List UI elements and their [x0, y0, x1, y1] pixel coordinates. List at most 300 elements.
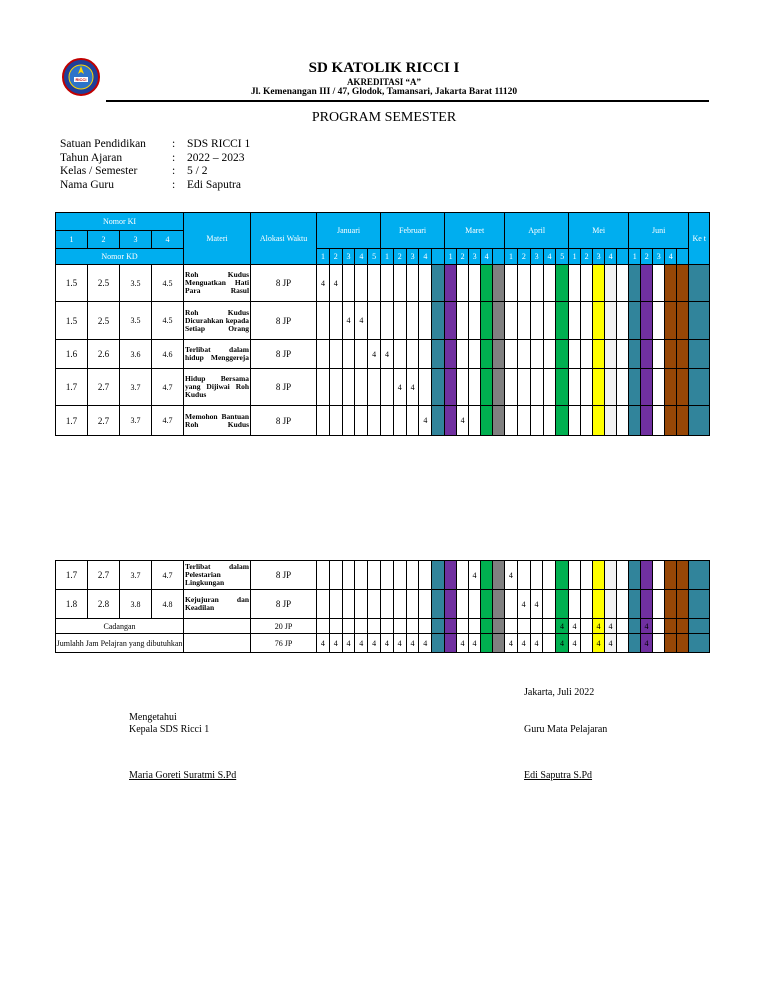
week-cell: 4 [342, 302, 355, 340]
week-number: 5 [556, 249, 569, 265]
week-cell [432, 619, 445, 634]
week-cell [543, 590, 556, 619]
week-cell [530, 340, 543, 369]
table-row [56, 265, 710, 302]
week-cell [677, 369, 689, 406]
week-cell [652, 619, 664, 634]
week-cell [543, 340, 556, 369]
kd-cell: 2.5 [88, 302, 120, 340]
week-cell [652, 590, 664, 619]
week-cell [393, 265, 406, 302]
week-cell [568, 590, 580, 619]
week-cell [393, 406, 406, 436]
week-cell: 4 [556, 619, 569, 634]
week-cell [368, 265, 381, 302]
week-cell [493, 406, 505, 436]
week-cell [342, 265, 355, 302]
materi-header: Materi [184, 213, 251, 265]
week-cell [676, 634, 688, 653]
info-sep: : [172, 138, 176, 150]
week-cell: 4 [393, 634, 406, 653]
week-cell [664, 561, 676, 590]
week-number: 1 [445, 249, 457, 265]
week-cell [653, 340, 665, 369]
info-label: Kelas / Semester [60, 165, 138, 177]
week-cell [406, 265, 419, 302]
week-cell [530, 369, 543, 406]
week-cell: 4 [342, 634, 355, 653]
guru-title: Guru Mata Pelajaran [524, 724, 608, 735]
week-cell [641, 406, 653, 436]
week-cell [317, 302, 330, 340]
week-cell [592, 590, 604, 619]
week-cell [469, 369, 481, 406]
week-cell: 4 [640, 619, 652, 634]
week-cell [317, 561, 330, 590]
month-header: Mei [569, 213, 629, 249]
kd-cell: 1.7 [56, 369, 88, 406]
week-cell: 4 [380, 634, 393, 653]
week-cell [419, 265, 432, 302]
week-number: 3 [530, 249, 543, 265]
empty-cell [184, 634, 251, 653]
week-cell [616, 590, 628, 619]
week-cell [468, 619, 480, 634]
school-address: Jl. Kemenangan III / 47, Glodok, Tamansari, Jakarta Barat 11120 [250, 87, 518, 97]
week-cell [393, 340, 406, 369]
week-cell [665, 340, 677, 369]
week-cell [445, 369, 457, 406]
ki-number: 1 [56, 231, 88, 249]
week-cell [556, 369, 569, 406]
info-value: SDS RICCI 1 [187, 138, 251, 150]
week-cell [530, 406, 543, 436]
week-cell [481, 406, 493, 436]
week-cell [380, 561, 393, 590]
kd-cell: 1.7 [56, 406, 88, 436]
guru-name: Edi Saputra S.Pd [524, 770, 593, 781]
week-number: 3 [406, 249, 419, 265]
week-cell [381, 302, 394, 340]
week-cell [641, 369, 653, 406]
week-cell [492, 590, 504, 619]
kd-cell: 2.6 [88, 340, 120, 369]
week-cell [628, 634, 640, 653]
week-cell: 4 [456, 634, 468, 653]
svg-text:RICCI: RICCI [75, 77, 87, 82]
week-cell: 4 [504, 561, 517, 590]
week-cell: 4 [568, 619, 580, 634]
week-number: 2 [393, 249, 406, 265]
kd-cell: 2.8 [88, 590, 120, 619]
kd-cell: 1.8 [56, 590, 88, 619]
week-cell [543, 634, 556, 653]
week-cell [617, 340, 629, 369]
week-cell [616, 561, 628, 590]
week-cell [688, 619, 709, 634]
week-cell: 4 [556, 634, 569, 653]
week-cell [688, 590, 709, 619]
info-row [60, 138, 250, 152]
week-number [432, 249, 445, 265]
week-cell [641, 340, 653, 369]
info-sep: : [172, 151, 176, 164]
week-cell [580, 634, 592, 653]
week-cell: 4 [406, 634, 419, 653]
week-cell [605, 265, 617, 302]
week-cell [653, 369, 665, 406]
week-cell [517, 619, 530, 634]
week-cell: 4 [406, 369, 419, 406]
kd-cell: 3.7 [120, 406, 152, 436]
week-cell [569, 369, 581, 406]
kd-cell: 4.6 [152, 340, 184, 369]
week-cell [380, 590, 393, 619]
week-cell [406, 302, 419, 340]
week-number: 2 [517, 249, 530, 265]
table-row [56, 340, 710, 369]
week-cell [432, 634, 445, 653]
week-cell [406, 406, 419, 436]
week-cell [628, 561, 640, 590]
week-cell [677, 340, 689, 369]
week-cell [628, 619, 640, 634]
week-cell [580, 590, 592, 619]
week-cell [444, 634, 456, 653]
week-cell [569, 265, 581, 302]
table-row [56, 406, 710, 436]
week-cell [481, 369, 493, 406]
week-cell [568, 561, 580, 590]
week-cell [355, 590, 368, 619]
week-cell [432, 265, 445, 302]
kd-cell: 3.7 [120, 369, 152, 406]
week-number: 3 [469, 249, 481, 265]
week-cell [342, 369, 355, 406]
week-cell [665, 265, 677, 302]
week-cell [556, 590, 569, 619]
week-cell [419, 369, 432, 406]
info-block [60, 138, 250, 192]
ki-number: 3 [120, 231, 152, 249]
week-cell [504, 619, 517, 634]
kd-cell: 4.7 [152, 561, 184, 590]
alokasi-cell: 8 JP [251, 406, 317, 436]
week-cell [493, 265, 505, 302]
week-cell: 4 [419, 406, 432, 436]
week-cell [517, 302, 530, 340]
week-number: 4 [481, 249, 493, 265]
week-cell [617, 406, 629, 436]
month-header: Juni [629, 213, 689, 249]
week-cell: 4 [368, 634, 381, 653]
week-cell [444, 590, 456, 619]
week-cell [481, 265, 493, 302]
week-cell [445, 265, 457, 302]
materi-cell: Terlibat dalam Pelestarian Lingkungan [184, 561, 251, 590]
cadangan-row-label: Cadangan [56, 619, 184, 634]
week-cell [688, 561, 709, 590]
alokasi-cell: 8 JP [251, 561, 317, 590]
cadangan-row-alokasi: 20 JP [251, 619, 317, 634]
week-number: 2 [581, 249, 593, 265]
week-number: 4 [355, 249, 368, 265]
week-cell [492, 619, 504, 634]
week-cell [342, 619, 355, 634]
alokasi-cell: 8 JP [251, 590, 317, 619]
week-cell [665, 302, 677, 340]
week-cell [329, 590, 342, 619]
materi-cell: Hidup Bersama yang Dijiwai Roh Kudus [184, 369, 251, 406]
week-cell [617, 302, 629, 340]
week-cell [381, 369, 394, 406]
week-cell: 4 [604, 634, 616, 653]
week-cell [581, 340, 593, 369]
kd-cell: 4.7 [152, 369, 184, 406]
week-cell: 4 [640, 634, 652, 653]
kd-cell: 3.6 [120, 340, 152, 369]
week-cell [456, 561, 468, 590]
week-cell [593, 406, 605, 436]
week-cell [689, 265, 710, 302]
kd-cell: 1.5 [56, 302, 88, 340]
school-name: SD KATOLIK RICCI I [308, 60, 460, 76]
week-cell: 4 [368, 340, 381, 369]
week-cell [581, 406, 593, 436]
week-number: 1 [629, 249, 641, 265]
week-cell [406, 340, 419, 369]
week-cell: 4 [504, 634, 517, 653]
week-cell [432, 590, 445, 619]
page-title: PROGRAM SEMESTER [311, 110, 457, 125]
nomor-ki-header: Nomor KI [56, 213, 184, 231]
week-cell [342, 340, 355, 369]
week-cell [556, 561, 569, 590]
week-cell [456, 619, 468, 634]
week-cell [355, 619, 368, 634]
week-cell: 4 [530, 590, 543, 619]
week-cell: 4 [317, 634, 330, 653]
info-label: Satuan Pendidikan [60, 138, 146, 150]
week-cell [593, 265, 605, 302]
kepala-title: Kepala SDS Ricci 1 [129, 724, 210, 735]
week-cell [605, 406, 617, 436]
week-cell [342, 406, 355, 436]
week-cell [419, 590, 432, 619]
week-cell [664, 634, 676, 653]
week-cell [419, 619, 432, 634]
week-cell [505, 369, 518, 406]
week-cell [689, 302, 710, 340]
semester-table [55, 212, 710, 436]
week-cell [355, 265, 368, 302]
week-cell [432, 561, 445, 590]
week-cell [517, 340, 530, 369]
kd-cell: 3.7 [120, 561, 152, 590]
month-header: April [505, 213, 569, 249]
week-cell [543, 302, 556, 340]
kd-cell: 2.5 [88, 265, 120, 302]
week-cell [432, 406, 445, 436]
week-cell [616, 619, 628, 634]
month-header: Februari [381, 213, 445, 249]
info-value: Edi Saputra [187, 178, 241, 191]
week-cell [432, 369, 445, 406]
week-cell [581, 265, 593, 302]
week-cell [355, 369, 368, 406]
week-cell [556, 406, 569, 436]
info-row [60, 152, 250, 166]
week-cell: 4 [329, 265, 342, 302]
week-cell [469, 265, 481, 302]
week-cell [677, 406, 689, 436]
kd-cell: 3.5 [120, 302, 152, 340]
week-cell [380, 619, 393, 634]
week-cell [432, 340, 445, 369]
week-cell [504, 590, 517, 619]
week-cell [676, 619, 688, 634]
week-cell [677, 302, 689, 340]
week-cell: 4 [568, 634, 580, 653]
week-cell [368, 406, 381, 436]
week-cell [329, 619, 342, 634]
week-cell [342, 590, 355, 619]
week-cell [689, 340, 710, 369]
week-cell [505, 265, 518, 302]
week-cell [480, 619, 492, 634]
week-cell: 4 [317, 265, 330, 302]
week-cell [605, 340, 617, 369]
week-cell [505, 406, 518, 436]
week-cell [605, 369, 617, 406]
week-cell [580, 561, 592, 590]
table-row [56, 561, 710, 590]
week-cell [556, 302, 569, 340]
kd-cell: 3.8 [120, 590, 152, 619]
week-cell [393, 302, 406, 340]
week-cell [329, 302, 342, 340]
kd-cell: 1.7 [56, 561, 88, 590]
week-cell: 4 [419, 634, 432, 653]
week-cell [604, 590, 616, 619]
week-cell [342, 561, 355, 590]
week-cell [580, 619, 592, 634]
week-number: 3 [593, 249, 605, 265]
week-cell: 4 [517, 590, 530, 619]
week-cell [457, 369, 469, 406]
week-cell [517, 369, 530, 406]
week-cell [456, 590, 468, 619]
week-number: 1 [381, 249, 394, 265]
ket-header: Ke t [689, 213, 710, 265]
week-cell [492, 634, 504, 653]
table-row [56, 590, 710, 619]
week-cell [665, 406, 677, 436]
week-cell [368, 369, 381, 406]
week-cell [556, 265, 569, 302]
week-cell: 4 [329, 634, 342, 653]
week-cell [493, 369, 505, 406]
week-cell [445, 340, 457, 369]
week-cell [368, 302, 381, 340]
kd-cell: 3.5 [120, 265, 152, 302]
week-cell [664, 619, 676, 634]
week-cell [505, 302, 518, 340]
cadangan-row [56, 619, 710, 634]
week-cell [641, 302, 653, 340]
week-cell [530, 619, 543, 634]
week-number: 1 [317, 249, 330, 265]
materi-cell: Roh Kudus Dicurahkan kepada Setiap Orang [184, 302, 251, 340]
week-cell [480, 590, 492, 619]
kd-cell: 2.7 [88, 369, 120, 406]
week-number: 2 [457, 249, 469, 265]
week-cell [481, 340, 493, 369]
week-number: 4 [543, 249, 556, 265]
week-cell [640, 590, 652, 619]
week-cell [469, 302, 481, 340]
kd-cell: 4.5 [152, 302, 184, 340]
week-cell [355, 340, 368, 369]
week-cell [629, 340, 641, 369]
week-number [493, 249, 505, 265]
week-cell [665, 369, 677, 406]
week-cell [329, 561, 342, 590]
week-cell [641, 265, 653, 302]
week-cell [556, 340, 569, 369]
week-number: 3 [653, 249, 665, 265]
alokasi-cell: 8 JP [251, 302, 317, 340]
week-cell [617, 369, 629, 406]
kd-cell: 1.6 [56, 340, 88, 369]
week-cell [517, 561, 530, 590]
week-cell [530, 302, 543, 340]
month-header: Januari [317, 213, 381, 249]
week-cell [355, 561, 368, 590]
week-cell: 4 [355, 302, 368, 340]
week-number: 2 [329, 249, 342, 265]
month-header: Maret [445, 213, 505, 249]
week-cell: 4 [457, 406, 469, 436]
week-cell [689, 369, 710, 406]
week-cell [444, 561, 456, 590]
week-number: 4 [419, 249, 432, 265]
week-cell: 4 [530, 634, 543, 653]
ki-number: 4 [152, 231, 184, 249]
kd-cell: 4.7 [152, 406, 184, 436]
week-cell [569, 340, 581, 369]
week-cell [569, 302, 581, 340]
kd-cell: 4.8 [152, 590, 184, 619]
week-cell [505, 340, 518, 369]
week-cell [530, 561, 543, 590]
accreditation: AKREDITASI “A” [346, 77, 422, 87]
week-cell [629, 265, 641, 302]
week-cell [329, 340, 342, 369]
week-cell [543, 406, 556, 436]
week-cell [593, 340, 605, 369]
info-value: 5 / 2 [187, 165, 208, 177]
week-cell [628, 590, 640, 619]
materi-cell: Roh Kudus Menguatkan Hati Para Rasul [184, 265, 251, 302]
week-cell [493, 302, 505, 340]
place-date: Jakarta, Juli 2022 [524, 687, 595, 698]
week-cell: 4 [517, 634, 530, 653]
nomor-kd-header: Nomor KD [56, 249, 184, 265]
week-cell [581, 369, 593, 406]
week-cell [445, 406, 457, 436]
week-cell [317, 590, 330, 619]
